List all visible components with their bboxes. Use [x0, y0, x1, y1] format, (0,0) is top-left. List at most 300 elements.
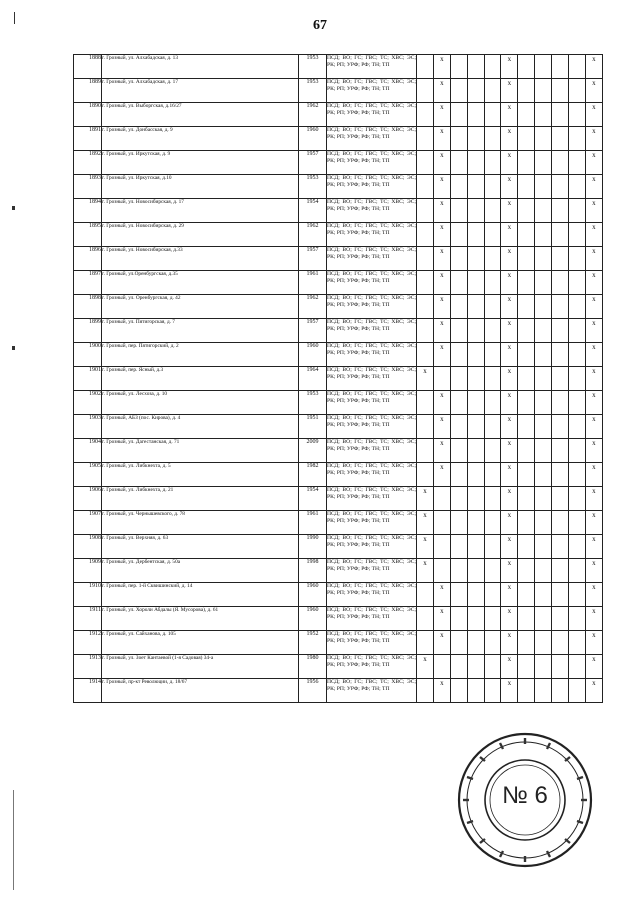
year-cell: 1980: [299, 655, 327, 679]
mark-cell: [585, 319, 602, 343]
row-number-cell: 1909: [74, 559, 102, 583]
mark-cell: [501, 607, 518, 631]
x-mark: x: [592, 343, 596, 351]
mark-cell: [467, 199, 484, 223]
mark-cell: [433, 463, 450, 487]
mark-cell: [450, 55, 467, 79]
mark-cell: [585, 151, 602, 175]
address-cell: г. Грозный, ул. Оренбургская, д. 42: [102, 295, 299, 319]
address-cell: г. Грозный, ул. Либкнехта, д. 21: [102, 487, 299, 511]
mark-cell: [450, 439, 467, 463]
address-cell: г. Грозный, ул. Иркутская, д. 9: [102, 151, 299, 175]
mark-cell: [585, 487, 602, 511]
mark-cell: [518, 295, 535, 319]
x-mark: x: [592, 583, 596, 591]
mark-cell: [535, 415, 552, 439]
mark-cell: [450, 415, 467, 439]
table-row: [74, 511, 603, 535]
table-row: [74, 535, 603, 559]
address-cell: г. Грозный, ул. Лесхоза, д. 10: [102, 391, 299, 415]
mark-cell: [585, 79, 602, 103]
mark-cell: [535, 223, 552, 247]
mark-cell: [467, 679, 484, 703]
mark-cell: [535, 583, 552, 607]
x-mark: x: [507, 439, 512, 447]
mark-cell: [585, 583, 602, 607]
mark-cell: [552, 103, 569, 127]
year-cell: 1956: [299, 679, 327, 703]
mark-cell: [535, 607, 552, 631]
year-cell: 1953: [299, 391, 327, 415]
systems-cell: ПСД; ВО; ГС; ГВС; ТС; ХВС; ЭС; РК; РП; УРФ; РФ; ТН; ТП: [327, 127, 417, 151]
x-mark: x: [507, 343, 512, 351]
mark-cell: [417, 631, 434, 655]
mark-cell: [417, 415, 434, 439]
x-mark: x: [440, 223, 444, 231]
mark-cell: [585, 343, 602, 367]
mark-cell: [535, 175, 552, 199]
mark-cell: [501, 151, 518, 175]
mark-cell: [450, 511, 467, 535]
mark-cell: [484, 631, 501, 655]
mark-cell: [433, 223, 450, 247]
row-number-cell: 1907: [74, 511, 102, 535]
mark-cell: [417, 439, 434, 463]
year-cell: 1960: [299, 343, 327, 367]
address-cell: г. Грозный, ул. Дербентская, д. 50а: [102, 559, 299, 583]
systems-cell: ПСД; ВО; ГС; ГВС; ТС; ХВС; ЭС; РК; РП; УРФ; РФ; ТН; ТП: [327, 679, 417, 703]
mark-cell: [585, 271, 602, 295]
mark-cell: [467, 487, 484, 511]
mark-cell: [433, 439, 450, 463]
mark-cell: [518, 199, 535, 223]
systems-cell: ПСД; ВО; ГС; ГВС; ТС; ХВС; ЭС; РК; РП; УРФ; РФ; ТН; ТП: [327, 511, 417, 535]
address-cell: г. Грозный, ул.Оренбургская, д.35: [102, 271, 299, 295]
x-mark: x: [592, 535, 596, 543]
mark-cell: [467, 583, 484, 607]
systems-cell: ПСД; ВО; ГС; ГВС; ТС; ХВС; ЭС; РК; РП; УРФ; РФ; ТН; ТП: [327, 583, 417, 607]
x-mark: x: [592, 391, 596, 399]
mark-cell: [518, 367, 535, 391]
mark-cell: [484, 391, 501, 415]
mark-cell: [535, 79, 552, 103]
mark-cell: [484, 511, 501, 535]
mark-cell: [467, 103, 484, 127]
systems-cell: ПСД; ВО; ГС; ГВС; ТС; ХВС; ЭС; РК; РП; УРФ; РФ; ТН; ТП: [327, 55, 417, 79]
mark-cell: [552, 247, 569, 271]
mark-cell: [585, 367, 602, 391]
mark-cell: [417, 343, 434, 367]
mark-cell: [518, 319, 535, 343]
mark-cell: [433, 247, 450, 271]
mark-cell: [552, 271, 569, 295]
row-number-cell: 1906: [74, 487, 102, 511]
mark-cell: [518, 463, 535, 487]
mark-cell: [552, 151, 569, 175]
mark-cell: [450, 463, 467, 487]
mark-cell: [433, 151, 450, 175]
page-number: 67: [313, 18, 327, 33]
x-mark: x: [440, 415, 444, 423]
mark-cell: [501, 583, 518, 607]
mark-cell: [484, 535, 501, 559]
mark-cell: [467, 247, 484, 271]
address-cell: г. Грозный, пр-кт Революции, д. 18/67: [102, 679, 299, 703]
systems-cell: ПСД; ВО; ГС; ГВС; ТС; ХВС; ЭС; РК; РП; УРФ; РФ; ТН; ТП: [327, 367, 417, 391]
x-mark: x: [592, 463, 596, 471]
row-number-cell: 1897: [74, 271, 102, 295]
x-mark: x: [440, 439, 444, 447]
mark-cell: [569, 535, 586, 559]
address-cell: г. Грозный, ул. Либкнехта, д. 5: [102, 463, 299, 487]
table-row: [74, 391, 603, 415]
mark-cell: [433, 271, 450, 295]
year-cell: 1962: [299, 103, 327, 127]
x-mark: x: [507, 679, 512, 687]
mark-cell: [535, 295, 552, 319]
mark-cell: [467, 271, 484, 295]
mark-cell: [417, 487, 434, 511]
mark-cell: [552, 127, 569, 151]
mark-cell: [552, 319, 569, 343]
x-mark: x: [507, 199, 512, 207]
address-cell: г. Грозный, АБЗ (пос. Кирова), д. 4: [102, 415, 299, 439]
mark-cell: [585, 223, 602, 247]
mark-cell: [484, 655, 501, 679]
x-mark: x: [592, 679, 596, 687]
year-cell: 1982: [299, 463, 327, 487]
x-mark: x: [592, 223, 596, 231]
table-row: [74, 55, 603, 79]
mark-cell: [518, 127, 535, 151]
mark-cell: [450, 223, 467, 247]
mark-cell: [518, 223, 535, 247]
x-mark: x: [507, 151, 512, 159]
mark-cell: [433, 415, 450, 439]
x-mark: x: [440, 679, 444, 687]
row-number-cell: 1890: [74, 103, 102, 127]
address-cell: г. Грозный, пер. Ясный, д.3: [102, 367, 299, 391]
x-mark: x: [592, 511, 596, 519]
mark-cell: [433, 367, 450, 391]
mark-cell: [518, 631, 535, 655]
mark-cell: [552, 463, 569, 487]
address-cell: г. Грозный, ул. Зоет Кантаевой (1-я Садовая) 34-а: [102, 655, 299, 679]
x-mark: x: [507, 247, 512, 255]
table-row: [74, 655, 603, 679]
mark-cell: [501, 295, 518, 319]
table-row: [74, 175, 603, 199]
row-number-cell: 1899: [74, 319, 102, 343]
systems-cell: ПСД; ВО; ГС; ГВС; ТС; ХВС; ЭС; РК; РП; УРФ; РФ; ТН; ТП: [327, 247, 417, 271]
x-mark: x: [507, 511, 512, 519]
mark-cell: [518, 607, 535, 631]
mark-cell: [569, 487, 586, 511]
table-row: [74, 463, 603, 487]
mark-cell: [552, 415, 569, 439]
mark-cell: [535, 655, 552, 679]
mark-cell: [552, 535, 569, 559]
mark-cell: [417, 271, 434, 295]
x-mark: x: [507, 55, 512, 63]
x-mark: x: [507, 559, 512, 567]
mark-cell: [552, 199, 569, 223]
x-mark: x: [592, 151, 596, 159]
systems-cell: ПСД; ВО; ГС; ГВС; ТС; ХВС; ЭС; РК; РП; УРФ; РФ; ТН; ТП: [327, 535, 417, 559]
mark-cell: [450, 295, 467, 319]
systems-cell: ПСД; ВО; ГС; ГВС; ТС; ХВС; ЭС; РК; РП; УРФ; РФ; ТН; ТП: [327, 559, 417, 583]
mark-cell: [484, 343, 501, 367]
mark-cell: [569, 271, 586, 295]
mark-cell: [518, 247, 535, 271]
mark-cell: [501, 175, 518, 199]
mark-cell: [518, 487, 535, 511]
year-cell: 1990: [299, 535, 327, 559]
mark-cell: [569, 127, 586, 151]
mark-cell: [467, 343, 484, 367]
mark-cell: [585, 415, 602, 439]
systems-cell: ПСД; ВО; ГС; ГВС; ТС; ХВС; ЭС; РК; РП; УРФ; РФ; ТН; ТП: [327, 343, 417, 367]
mark-cell: [433, 319, 450, 343]
mark-cell: [569, 679, 586, 703]
mark-cell: [535, 631, 552, 655]
mark-cell: [552, 175, 569, 199]
mark-cell: [417, 319, 434, 343]
table-row: [74, 271, 603, 295]
table-row: [74, 343, 603, 367]
table-row: [74, 487, 603, 511]
address-cell: г. Грозный, ул. Новосибирская, д. 29: [102, 223, 299, 247]
mark-cell: [535, 343, 552, 367]
mark-cell: [417, 367, 434, 391]
mark-cell: [501, 247, 518, 271]
table-row: [74, 103, 603, 127]
year-cell: 1957: [299, 151, 327, 175]
mark-cell: [484, 151, 501, 175]
mark-cell: [535, 151, 552, 175]
mark-cell: [450, 367, 467, 391]
address-cell: г. Грозный, ул. Алхабадская, д. 17: [102, 79, 299, 103]
mark-cell: [433, 55, 450, 79]
mark-cell: [417, 607, 434, 631]
mark-cell: [417, 151, 434, 175]
x-mark: x: [592, 271, 596, 279]
mark-cell: [585, 511, 602, 535]
x-mark: x: [592, 487, 596, 495]
mark-cell: [501, 679, 518, 703]
mark-cell: [467, 79, 484, 103]
year-cell: 1962: [299, 223, 327, 247]
seal-number-label: № 6: [502, 782, 548, 809]
mark-cell: [433, 631, 450, 655]
mark-cell: [518, 583, 535, 607]
mark-cell: [552, 511, 569, 535]
mark-cell: [569, 151, 586, 175]
year-cell: 1960: [299, 583, 327, 607]
x-mark: x: [592, 79, 596, 87]
systems-cell: ПСД; ВО; ГС; ГВС; ТС; ХВС; ЭС; РК; РП; УРФ; РФ; ТН; ТП: [327, 223, 417, 247]
mark-cell: [552, 343, 569, 367]
mark-cell: [450, 319, 467, 343]
mark-cell: [433, 175, 450, 199]
mark-cell: [484, 55, 501, 79]
mark-cell: [552, 679, 569, 703]
mark-cell: [501, 103, 518, 127]
mark-cell: [450, 199, 467, 223]
x-mark: x: [423, 511, 427, 519]
x-mark: x: [507, 655, 512, 663]
mark-cell: [569, 415, 586, 439]
mark-cell: [467, 415, 484, 439]
mark-cell: [433, 655, 450, 679]
address-cell: г. Грозный, ул. Верхняя, д. 63: [102, 535, 299, 559]
mark-cell: [450, 271, 467, 295]
year-cell: 1961: [299, 271, 327, 295]
mark-cell: [535, 511, 552, 535]
x-mark: x: [440, 607, 444, 615]
x-mark: x: [507, 487, 512, 495]
mark-cell: [450, 127, 467, 151]
x-mark: x: [440, 199, 444, 207]
x-mark: x: [592, 559, 596, 567]
mark-cell: [417, 199, 434, 223]
mark-cell: [569, 223, 586, 247]
mark-cell: [569, 367, 586, 391]
systems-cell: ПСД; ВО; ГС; ГВС; ТС; ХВС; ЭС; РК; РП; УРФ; РФ; ТН; ТП: [327, 175, 417, 199]
mark-cell: [501, 343, 518, 367]
mark-cell: [417, 55, 434, 79]
registry-table: [73, 54, 603, 703]
x-mark: x: [440, 151, 444, 159]
systems-cell: ПСД; ВО; ГС; ГВС; ТС; ХВС; ЭС; РК; РП; УРФ; РФ; ТН; ТП: [327, 199, 417, 223]
year-cell: 1953: [299, 175, 327, 199]
table-row: [74, 319, 603, 343]
mark-cell: [450, 343, 467, 367]
x-mark: x: [507, 295, 512, 303]
address-cell: г. Грозный, ул. Хороли Абдалы (Я. Мусорова), д. 61: [102, 607, 299, 631]
systems-cell: ПСД; ВО; ГС; ГВС; ТС; ХВС; ЭС; РК; РП; УРФ; РФ; ТН; ТП: [327, 79, 417, 103]
mark-cell: [467, 559, 484, 583]
mark-cell: [569, 607, 586, 631]
mark-cell: [518, 343, 535, 367]
mark-cell: [467, 175, 484, 199]
mark-cell: [585, 679, 602, 703]
address-cell: г. Грозный, ул. Выборгская, д.16/27: [102, 103, 299, 127]
mark-cell: [518, 679, 535, 703]
mark-cell: [552, 607, 569, 631]
mark-cell: [518, 271, 535, 295]
mark-cell: [501, 463, 518, 487]
mark-cell: [433, 487, 450, 511]
x-mark: x: [423, 535, 427, 543]
x-mark: x: [507, 367, 512, 375]
x-mark: x: [423, 655, 427, 663]
mark-cell: [433, 127, 450, 151]
x-mark: x: [507, 535, 512, 543]
x-mark: x: [592, 607, 596, 615]
mark-cell: [450, 607, 467, 631]
mark-cell: [569, 391, 586, 415]
row-number-cell: 1910: [74, 583, 102, 607]
mark-cell: [535, 319, 552, 343]
systems-cell: ПСД; ВО; ГС; ГВС; ТС; ХВС; ЭС; РК; РП; УРФ; РФ; ТН; ТП: [327, 151, 417, 175]
x-mark: x: [440, 103, 444, 111]
mark-cell: [417, 583, 434, 607]
year-cell: 1951: [299, 415, 327, 439]
mark-cell: [518, 55, 535, 79]
mark-cell: [569, 511, 586, 535]
x-mark: x: [440, 463, 444, 471]
year-cell: 1961: [299, 511, 327, 535]
x-mark: x: [440, 247, 444, 255]
year-cell: 1953: [299, 79, 327, 103]
x-mark: x: [507, 631, 512, 639]
systems-cell: ПСД; ВО; ГС; ГВС; ТС; ХВС; ЭС; РК; РП; УРФ; РФ; ТН; ТП: [327, 271, 417, 295]
mark-cell: [552, 55, 569, 79]
mark-cell: [501, 535, 518, 559]
row-number-cell: 1892: [74, 151, 102, 175]
mark-cell: [501, 391, 518, 415]
year-cell: 1957: [299, 247, 327, 271]
mark-cell: [450, 391, 467, 415]
seal-number: [455, 730, 595, 870]
mark-cell: [417, 247, 434, 271]
address-cell: г. Грозный, ул. Пятигорская, д. 7: [102, 319, 299, 343]
x-mark: x: [507, 583, 512, 591]
mark-cell: [569, 319, 586, 343]
mark-cell: [585, 175, 602, 199]
systems-cell: ПСД; ВО; ГС; ГВС; ТС; ХВС; ЭС; РК; РП; УРФ; РФ; ТН; ТП: [327, 295, 417, 319]
mark-cell: [535, 127, 552, 151]
mark-cell: [484, 175, 501, 199]
x-mark: x: [507, 175, 512, 183]
x-mark: x: [592, 415, 596, 423]
mark-cell: [585, 655, 602, 679]
table-row: [74, 607, 603, 631]
mark-cell: [535, 679, 552, 703]
mark-cell: [417, 103, 434, 127]
mark-cell: [450, 247, 467, 271]
mark-cell: [417, 535, 434, 559]
row-number-cell: 1904: [74, 439, 102, 463]
row-number-cell: 1912: [74, 631, 102, 655]
mark-cell: [450, 535, 467, 559]
year-cell: 1953: [299, 55, 327, 79]
mark-cell: [569, 463, 586, 487]
mark-cell: [467, 439, 484, 463]
year-cell: 1998: [299, 559, 327, 583]
table-row: [74, 79, 603, 103]
row-number-cell: 1895: [74, 223, 102, 247]
mark-cell: [417, 463, 434, 487]
table-row: [74, 415, 603, 439]
mark-cell: [518, 439, 535, 463]
x-mark: x: [592, 367, 596, 375]
row-number-cell: 1913: [74, 655, 102, 679]
mark-cell: [569, 343, 586, 367]
x-mark: x: [507, 223, 512, 231]
mark-cell: [569, 655, 586, 679]
mark-cell: [417, 511, 434, 535]
mark-cell: [585, 607, 602, 631]
mark-cell: [467, 151, 484, 175]
mark-cell: [552, 367, 569, 391]
mark-cell: [467, 511, 484, 535]
mark-cell: [585, 295, 602, 319]
table-row: [74, 679, 603, 703]
address-cell: г. Грозный, ул. Новосибирская, д.33: [102, 247, 299, 271]
mark-cell: [569, 439, 586, 463]
